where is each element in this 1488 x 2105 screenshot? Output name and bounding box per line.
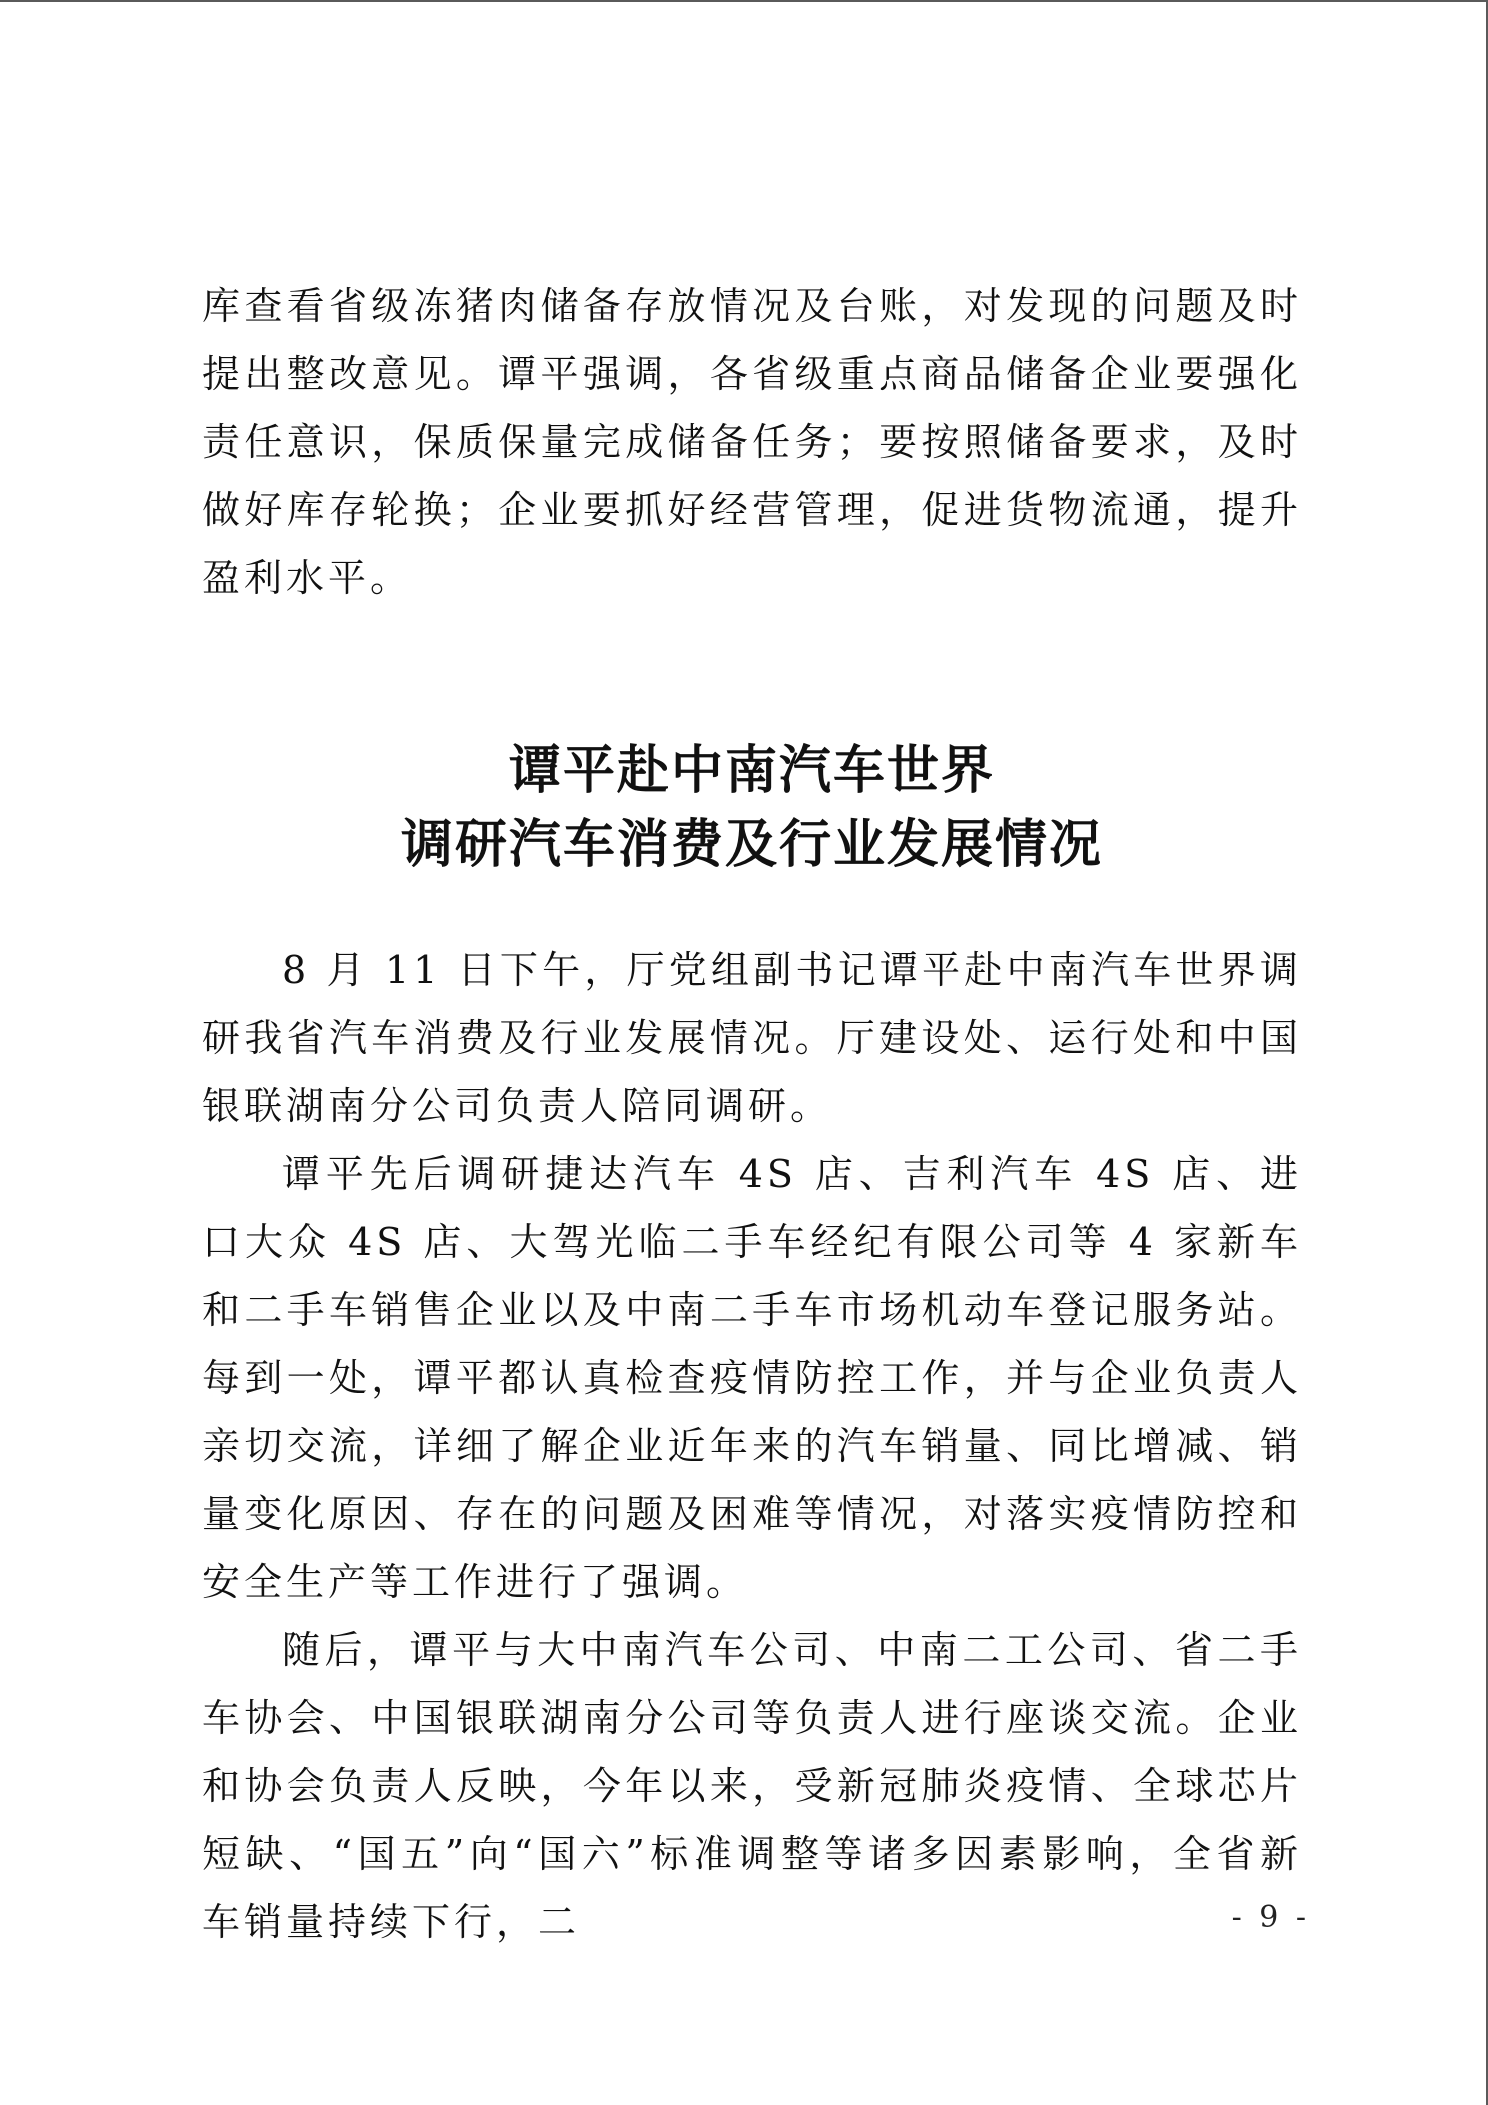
article-paragraph-1: 8 月 11 日下午，厅党组副书记谭平赴中南汽车世界调研我省汽车消费及行业发展情况。厅建设处、运行处和中国银联湖南分公司负责人陪同调研。 — [202, 948, 1302, 1128]
page-content — [202, 272, 1302, 1956]
page-border-top — [0, 0, 1486, 2]
article-title-line-2: 调研汽车消费及行业发展情况 — [400, 814, 1103, 875]
page-number: - 9 - — [1231, 1900, 1310, 1935]
article-paragraph-3: 随后，谭平与大中南汽车公司、中南二工公司、省二手车协会、中国银联湖南分公司等负责人进行座谈交流。企业和协会负责人反映，今年以来，受新冠肺炎疫情、全球芯片短缺、“国五”向“国六”标准调整等诸多因素影响，全省新车销量持续下行，二 — [202, 1628, 1302, 1944]
article-title-line-1: 谭平赴中南汽车世界 — [508, 740, 995, 801]
article-title — [202, 734, 1302, 882]
lead-paragraph: 库查看省级冻猪肉储备存放情况及台账，对发现的问题及时提出整改意见。谭平强调，各省级重点商品储备企业要强化责任意识，保质保量完成储备任务；要按照储备要求，及时做好库存轮换；企业要抓好经营管理，促进货物流通，提升盈利水平。 — [202, 284, 1302, 600]
article-paragraph-2: 谭平先后调研捷达汽车 4S 店、吉利汽车 4S 店、进口大众 4S 店、大驾光临二手车经纪有限公司等 4 家新车和二手车销售企业以及中南二手车市场机动车登记服务站。每到一处，谭平都认真检查疫情防控工作，并与企业负责人亲切交流，详细了解企业近年来的汽车销量、同比增减、销量变化原因、存在的问题及困难等情况，对落实疫情防控和安全生产等工作进行了强调。 — [202, 1152, 1302, 1604]
